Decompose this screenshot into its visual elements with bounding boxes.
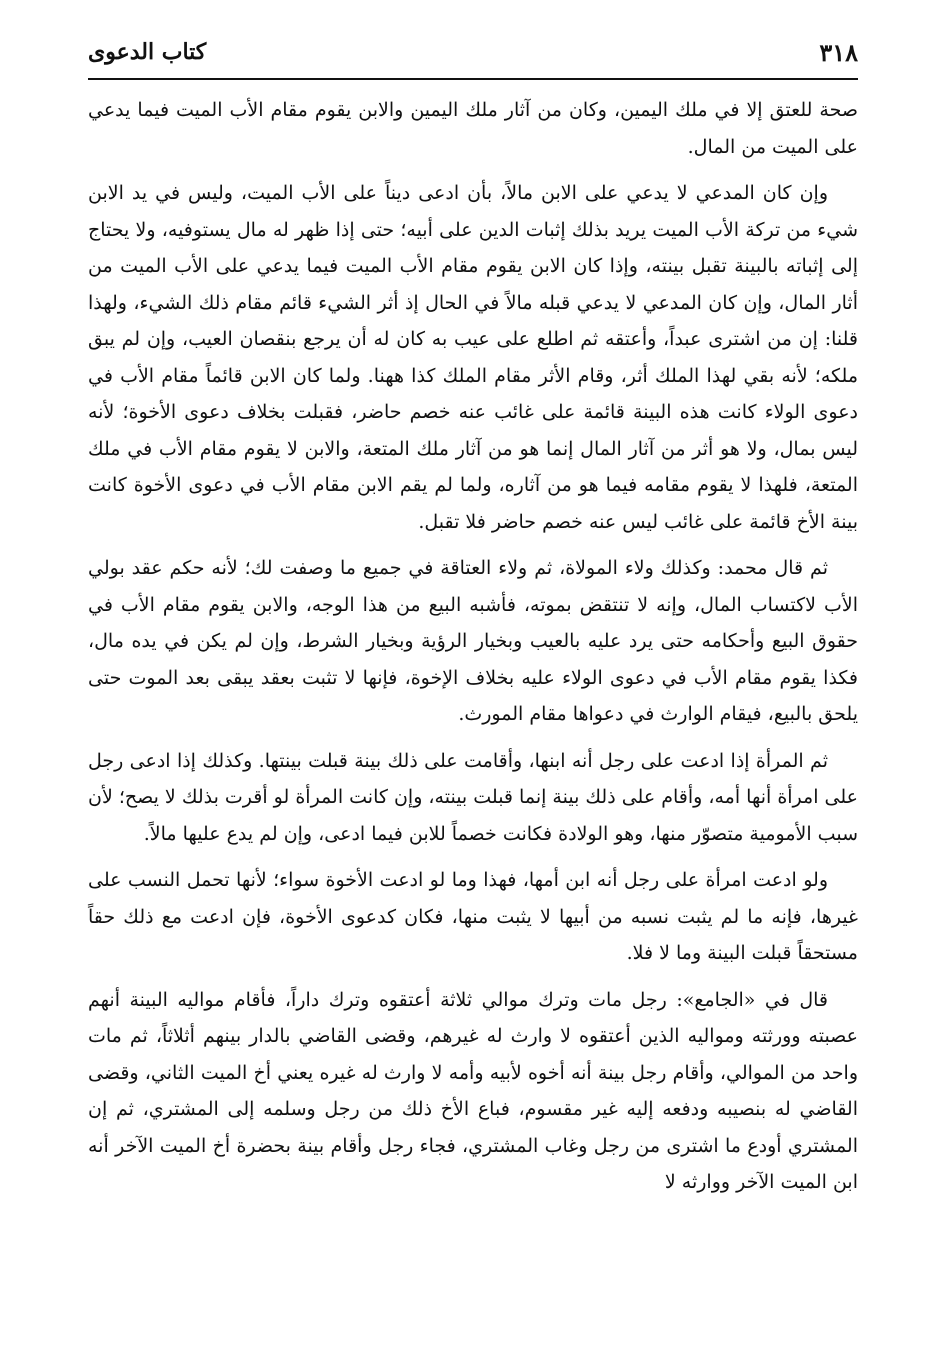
page-number: ٣١٨ <box>819 37 858 67</box>
page-header <box>88 30 858 74</box>
chapter-title: كتاب الدعوى <box>88 39 207 65</box>
paragraph: ثم قال محمد: وكذلك ولاء المولاة، ثم ولاء العتاقة في جميع ما وصفت لك؛ لأنه حكم عقد بولي الأب لاكتساب المال، وإنه لا تنتقض بموته، فأشبه البيع من هذا الوجه، والابن يقوم مقام الأب في حقوق البيع وأحكامه حتى يرد عليه بالعيب وبخيار الرؤية وبخيار الشرط، وإن لم يكن في يده مال، فكذا يقوم مقام الأب في دعوى الولاء عليه بخلاف الإخوة، فإنها لا تثبت بعقد يبقى بعد الموت حتى يلحق بالبيع، فيقام الوارث في دعواها مقام المورث. <box>88 557 858 725</box>
paragraph: صحة للعتق إلا في ملك اليمين، وكان من آثار ملك اليمين والابن يقوم مقام الأب الميت فيما يدعي على الميت من المال. <box>88 99 858 158</box>
paragraph: ثم المرأة إذا ادعت على رجل أنه ابنها، وأقامت على ذلك بينة قبلت بينتها. وكذلك إذا ادعى رجل على امرأة أنها أمه، وأقام على ذلك بينة إنما قبلت بينته، وإن كانت المرأة لو أقرت بذلك لا يصح؛ لأن سبب الأمومية متصوّر منها، وهو الولادة فكانت خصماً للابن فيما ادعى، وإن لم يدع عليها مالاً. <box>88 749 858 845</box>
header-divider <box>88 78 858 80</box>
paragraph: وإن كان المدعي لا يدعي على الابن مالاً، بأن ادعى ديناً على الأب الميت، وليس في يد الابن شيء من تركة الأب الميت يريد بذلك إثبات الدين على أبيه؛ حتى إذا ظهر له مال يستوفيه، ولا يحتاج إلى إثباته بالبينة تقبل بينته، وإذا كان الابن يقوم مقام الأب الميت فيما يدعي على الأب الميت من أثار المال، وإن كان المدعي لا يدعي قبله مالاً في الحال إذ أثر الشيء قائم مقام ذلك الشيء، ولهذا قلنا: إن من اشترى عبداً، وأعتقه ثم اطلع على عيب به كان له أن يرجع بنقصان العيب، وإن لم يبق ملكه؛ لأنه بقي لهذا الملك أثر، وقام الأثر مقام الملك كذا ههنا. ولما كان الابن قائماً مقام الأب في دعوى الولاء كانت هذه البينة قائمة على غائب عنه خصم حاضر، فقبلت بخلاف دعوى الأخوة؛ لأنه ليس بمال، ولا هو أثر من آثار المال إنما هو من آثار ملك المتعة، والابن لا يقوم مقام الأب في ملك المتعة، فلهذا لا يقوم مقامه فيما هو من آثاره، ولما لم يقم الابن مقام الأب في دعوى الأخوة كانت بينة الأخ قائمة على غائب ليس عنه خصم حاضر فلا تقبل. <box>88 182 858 533</box>
paragraph: ولو ادعت امرأة على رجل أنه ابن أمها، فهذا وما لو ادعت الأخوة سواء؛ لأنها تحمل النسب على غيرها، فإنه ما لم يثبت نسبه من أبيها لا يثبت منها، فكان كدعوى الأخوة، فإن ادعت مع ذلك حقاً مستحقاً قبلت البينة وما لا فلا. <box>88 869 858 964</box>
paragraph: قال في «الجامع»: رجل مات وترك موالي ثلاثة أعتقوه وترك داراً، فأقام مواليه البينة أنهم عصبته وورثته ومواليه الذين أعتقوه لا وارث له غيرهم، وقضى القاضي بالدار بينهم أثلاثاً، ثم مات واحد من الموالي، وأقام رجل بينة أنه أخوه لأبيه وأمه لا وارث له غيره يعني أخ الميت الثاني، وقضى القاضي له بنصيبه ودفعه إليه غير مقسوم، فباع الأخ ذلك من رجل وسلمه إلى المشتري، ثم إن المشتري أودع ما اشترى من رجل وغاب المشتري، فجاء رجل وأقام بينة بحضرة أخ الميت الآخر أنه ابن الميت الآخر ووارثه لا <box>88 988 858 1193</box>
body-text <box>88 92 858 1211</box>
